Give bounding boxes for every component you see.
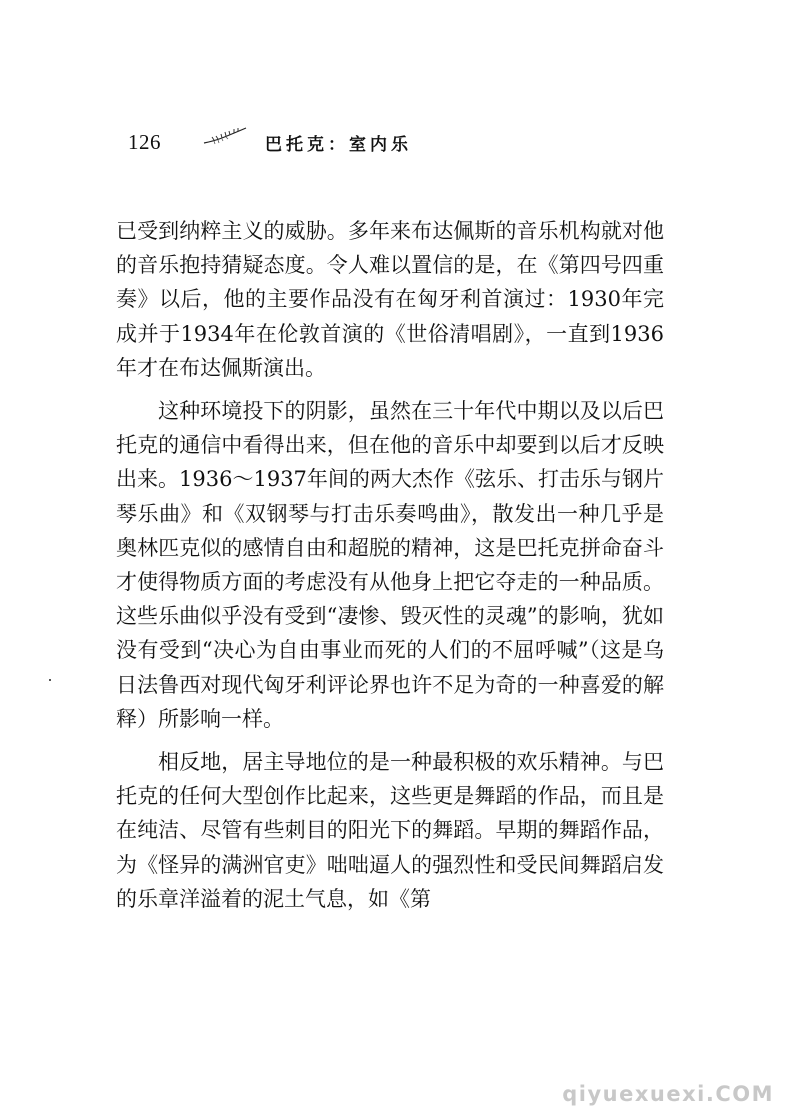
paragraph-3: 相反地，居主导地位的是一种最积极的欢乐精神。与巴托克的任何大型创作比起来，这些更是舞蹈的作品，而且是在纯洁、尽管有些刺目的阳光下的舞蹈。早期的舞蹈作品，为《怪异的满洲官吏》咄咄逼人的强烈性和受民间舞蹈启发的乐章洋溢着的泥土气息，如《第 (116, 750, 664, 911)
running-title: 巴托克：室内乐 (265, 135, 412, 155)
paragraph-2: 这种环境投下的阴影，虽然在三十年代中期以及以后巴托克的通信中看得出来，但在他的音乐中却要到以后才反映出来。1936～1937年间的两大杰作《弦乐、打击乐与钢片琴乐曲》和《双钢琴与打击乐奏鸣曲》，散发出一种几乎是奥林匹克似的感情自由和超脱的精神，这是巴托克拼命奋斗才使得物质方面的考虑没有从他身上把它夺走的一种品质。这些乐曲似乎没有受到“凄惨、毁灭性的灵魂”的影响，犹如没有受到“决心为自由事业而死的人们的不屈呼喊”（这是乌日法鲁西对现代匈牙利评论界也许不足为奇的一种喜爱的解释）所影响一样。 (116, 399, 664, 731)
feather-quill-ornament-icon (200, 126, 250, 148)
paragraph-1: 已受到纳粹主义的威胁。多年来布达佩斯的音乐机构就对他的音乐抱持猜疑态度。令人难以置信的是，在《第四号四重奏》以后，他的主要作品没有在匈牙利首演过：1930年完成并于1934年在伦敦首演的《世俗清唱剧》，一直到1936年才在布达佩斯演出。 (116, 219, 664, 380)
page-header (0, 124, 794, 164)
body-text (116, 214, 664, 925)
page-number: 126 (128, 130, 161, 154)
margin-speck (49, 679, 51, 681)
site-watermark: qiyuexuexi.COM (562, 1082, 774, 1106)
